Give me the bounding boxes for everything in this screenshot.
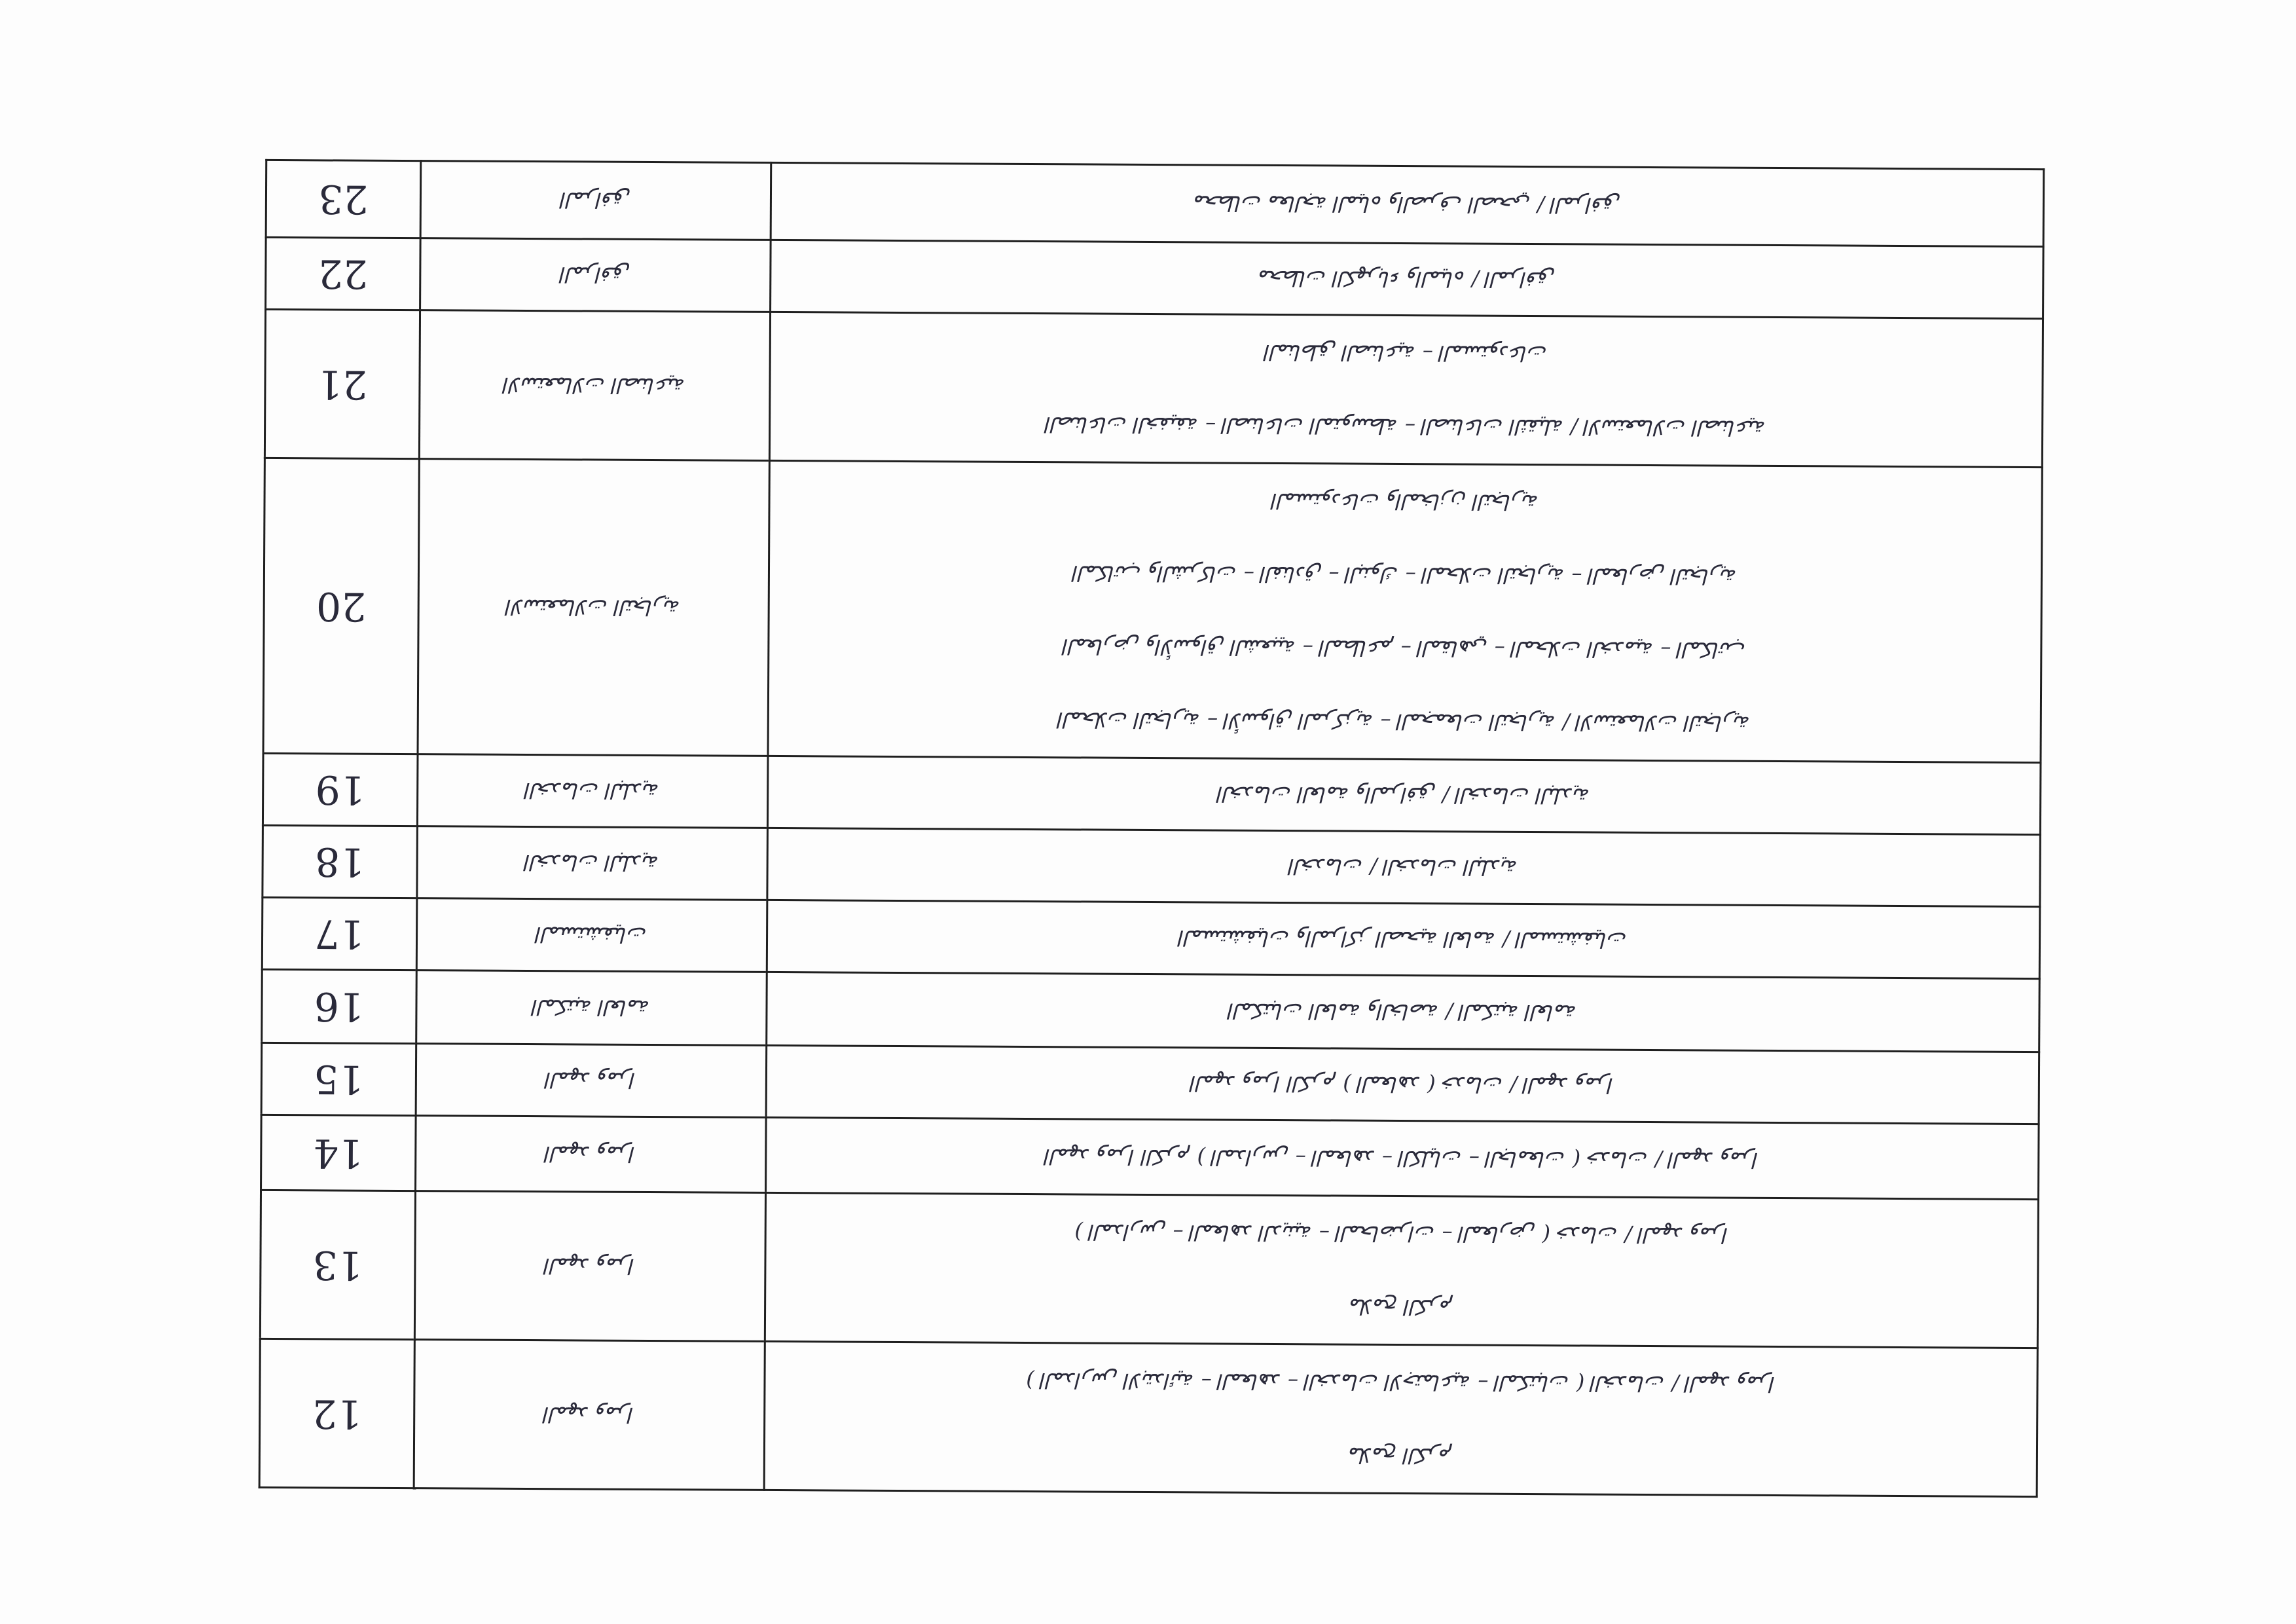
- table-row: [264, 309, 2043, 467]
- table-row: [266, 160, 2044, 246]
- row-category: المستشفيات: [416, 898, 767, 972]
- land-use-table: [259, 159, 2045, 1498]
- row-number: 22: [266, 237, 421, 310]
- description-line: ملامح الكرم: [1349, 1443, 1453, 1469]
- row-category: المهد ومرا: [416, 1116, 767, 1193]
- row-description: [767, 972, 2040, 1052]
- table-row: [263, 753, 2041, 834]
- description-line: المهد ومرا الكرم ( المدارس – المعاهد – الكليات – الجامعات ) خدمات / المهد ومرا: [1045, 1144, 1760, 1173]
- row-number: 15: [261, 1043, 416, 1115]
- row-description: [767, 900, 2040, 978]
- description-line: الخدمات العامة والمرافق / الخدمات البلدية: [1218, 782, 1591, 809]
- row-category: المهد ومرا: [414, 1340, 765, 1490]
- description-line: الخدمات / الخدمات البلدية: [1289, 854, 1518, 881]
- description-line: ( المدارس – المعاهد الدينية – المحاضرات – المعارض ) خدمات / المهد ومرا: [1074, 1219, 1730, 1248]
- row-number: 23: [266, 160, 421, 238]
- description-line: المستشفيات والمراكز الصحية العامة / المستشفيات: [1179, 925, 1628, 953]
- row-description: [771, 240, 2044, 318]
- row-number: 19: [263, 753, 418, 826]
- row-number: 13: [260, 1190, 415, 1339]
- row-category: الخدمات البلدية: [417, 754, 768, 828]
- description-line: المناطق الصناعية – المستودعات: [1265, 339, 1548, 367]
- table-row: [261, 1115, 2039, 1199]
- table-row: [260, 1190, 2038, 1348]
- row-description: [767, 828, 2041, 906]
- description-line: ملامح الكرم: [1349, 1294, 1453, 1320]
- row-description: [766, 1045, 2039, 1124]
- row-number: 20: [263, 458, 419, 754]
- row-description: [768, 460, 2042, 762]
- description-line: محطات معالجة المياه والصرف الصحي / المرافق: [1194, 191, 1621, 219]
- description-line: المكتبات العامة والخاصة / المكتبة العامة: [1228, 999, 1578, 1025]
- table-row: [259, 1338, 2037, 1496]
- description-line: المكاتب والشركات – الفنادق – البنوك – المحلات التجارية – المعارض التجارية: [1073, 561, 1738, 589]
- row-category: المرافق: [420, 238, 771, 312]
- row-description: [766, 1117, 2039, 1199]
- description-line: المحلات التجارية – الأسواق المركزية – المجمعات التجارية / الاستعمالات التجارية: [1058, 707, 1751, 736]
- description-line: محطات الكهرباء والمياه / المرافق: [1258, 266, 1556, 293]
- table-row: [263, 825, 2041, 906]
- row-category: الخدمات البلدية: [417, 826, 768, 900]
- row-category: الاستعمالات الصناعية: [419, 310, 770, 461]
- description-line: المهد ومرا الكرم ( المعاهد ) خدمات / المهد ومرا: [1191, 1071, 1614, 1099]
- row-description: [765, 1192, 2038, 1348]
- row-category: المهد ومرا: [416, 1044, 767, 1118]
- row-number: 21: [264, 309, 420, 458]
- row-description: [771, 162, 2044, 246]
- table-row: [262, 897, 2040, 978]
- description-line: المعارض والأسواق الشعبية – المطاعم – المقاهي – المحلات الخدمية – المكاتب: [1063, 634, 1747, 663]
- table-row: [266, 237, 2044, 318]
- row-number: 12: [259, 1338, 414, 1488]
- table-row: [262, 969, 2040, 1052]
- description-line: الصناعات الخفيفة – الصناعات المتوسطة – الصناعات الثقيلة / الاستعمالات الصناعية: [1046, 412, 1766, 441]
- description-line: المستودعات والمخازن التجارية: [1272, 488, 1539, 515]
- row-category: المكتبة العامة: [416, 970, 767, 1046]
- row-description: [764, 1341, 2037, 1496]
- row-number: 14: [261, 1115, 416, 1190]
- row-category: الاستعمالات التجارية: [418, 459, 769, 756]
- row-category: المهد ومرا: [414, 1191, 765, 1342]
- row-number: 16: [262, 969, 417, 1043]
- description-line: ( المدارس الابتدائية – المعاهد – الخدمات الاجتماعية – المكتبات ) الخدمات / المهد ومرا: [1026, 1368, 1776, 1397]
- table-row: [263, 458, 2042, 762]
- row-description: [767, 756, 2041, 834]
- row-number: 18: [263, 825, 418, 898]
- table-row: [261, 1043, 2039, 1124]
- row-category: المرافق: [420, 161, 771, 240]
- row-description: [769, 312, 2043, 467]
- row-number: 17: [262, 897, 417, 970]
